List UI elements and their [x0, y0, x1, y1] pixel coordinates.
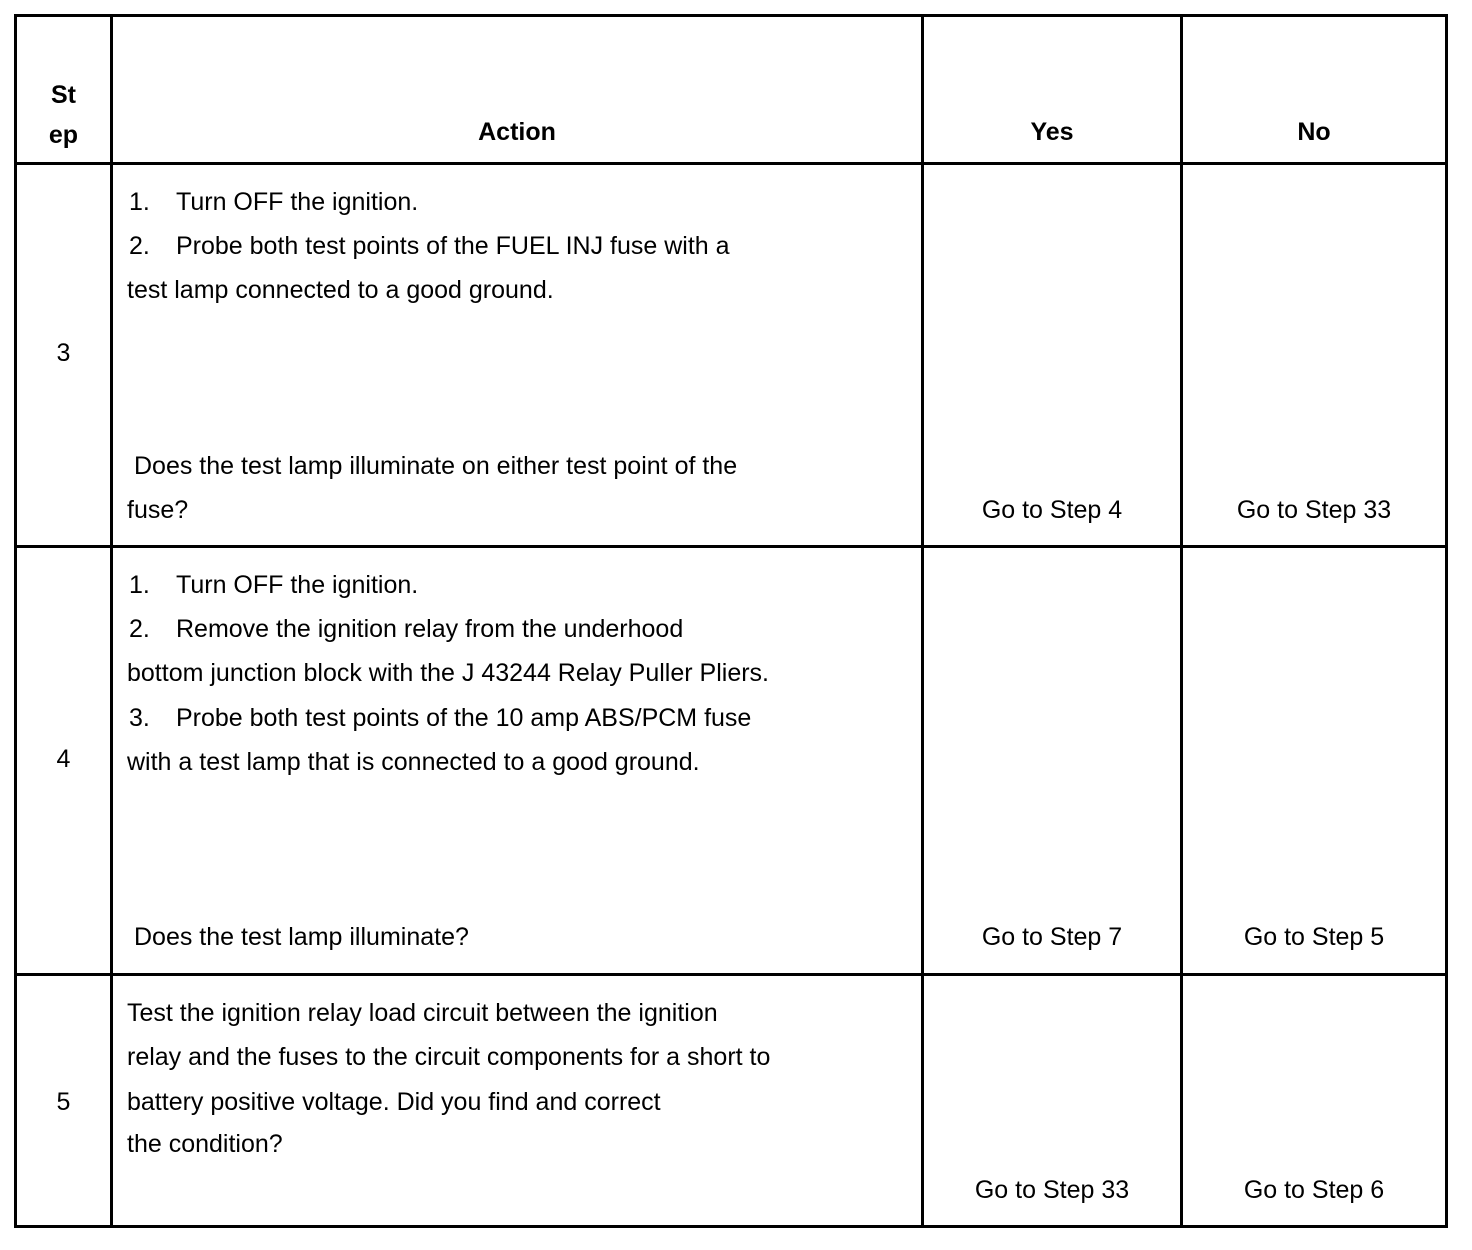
no-cell — [1182, 164, 1447, 547]
yes-result: Go to Step 33 — [974, 1176, 1130, 1204]
action-item-1 — [129, 570, 418, 600]
header-yes-text: Yes — [1030, 118, 1074, 146]
no-cell — [1182, 547, 1447, 975]
header-step-line1: St — [51, 81, 76, 109]
table-row-step-3 — [16, 164, 1447, 547]
item-number: 3. — [129, 704, 150, 732]
action-item-2 — [129, 231, 730, 261]
step-cell — [16, 164, 112, 547]
item-text: Turn OFF the ignition. — [176, 188, 419, 216]
item-text: Probe both test points of the 10 amp ABS/PCM fuse — [176, 704, 752, 732]
step-number: 4 — [56, 745, 71, 773]
header-step — [16, 16, 112, 164]
action-cell — [112, 975, 923, 1227]
action-item-2 — [129, 614, 683, 644]
action-item-3-continued: with a test lamp that is connected to a good ground. — [127, 748, 700, 776]
item-text: Probe both test points of the FUEL INJ fuse with a — [176, 232, 730, 260]
action-text-line3: battery positive voltage. Did you find and correct — [127, 1088, 661, 1116]
item-number: 1. — [129, 188, 150, 216]
header-yes — [923, 16, 1182, 164]
item-number: 2. — [129, 232, 150, 260]
question-text-line2: fuse? — [127, 496, 189, 524]
header-step-text — [17, 75, 110, 155]
table-row-step-5 — [16, 975, 1447, 1227]
step-cell — [16, 547, 112, 975]
item-text: Turn OFF the ignition. — [176, 571, 419, 599]
yes-cell — [923, 547, 1182, 975]
yes-cell — [923, 164, 1182, 547]
yes-cell — [923, 975, 1182, 1227]
diagnostic-table — [14, 14, 1448, 1228]
header-no-text: No — [1297, 118, 1331, 146]
yes-result: Go to Step 7 — [981, 923, 1123, 951]
action-text-line4: the condition? — [127, 1130, 283, 1158]
no-cell — [1182, 975, 1447, 1227]
no-result: Go to Step 6 — [1243, 1176, 1385, 1204]
step-number: 5 — [56, 1088, 71, 1116]
action-item-2-continued: bottom junction block with the J 43244 Relay Puller Pliers. — [127, 659, 769, 687]
step-cell — [16, 975, 112, 1227]
action-item-2-continued: test lamp connected to a good ground. — [127, 276, 554, 304]
yes-result: Go to Step 4 — [981, 496, 1123, 524]
question-text-line1: Does the test lamp illuminate on either test point of the — [134, 452, 738, 480]
header-step-line2: ep — [48, 121, 79, 149]
table-row-step-4 — [16, 547, 1447, 975]
action-cell — [112, 164, 923, 547]
no-result: Go to Step 33 — [1236, 496, 1392, 524]
action-item-3 — [129, 703, 751, 733]
item-number: 1. — [129, 571, 150, 599]
question-text-line1: Does the test lamp illuminate? — [134, 923, 469, 951]
action-text-line1: Test the ignition relay load circuit between the ignition — [127, 999, 718, 1027]
item-text: Remove the ignition relay from the underhood — [176, 615, 684, 643]
header-row — [16, 16, 1447, 164]
item-number: 2. — [129, 615, 150, 643]
header-no — [1182, 16, 1447, 164]
header-action — [112, 16, 923, 164]
step-number: 3 — [56, 339, 71, 367]
action-text-line2: relay and the fuses to the circuit components for a short to — [127, 1043, 771, 1071]
action-cell — [112, 547, 923, 975]
no-result: Go to Step 5 — [1243, 923, 1385, 951]
header-action-text: Action — [478, 118, 556, 146]
action-item-1 — [129, 187, 418, 217]
